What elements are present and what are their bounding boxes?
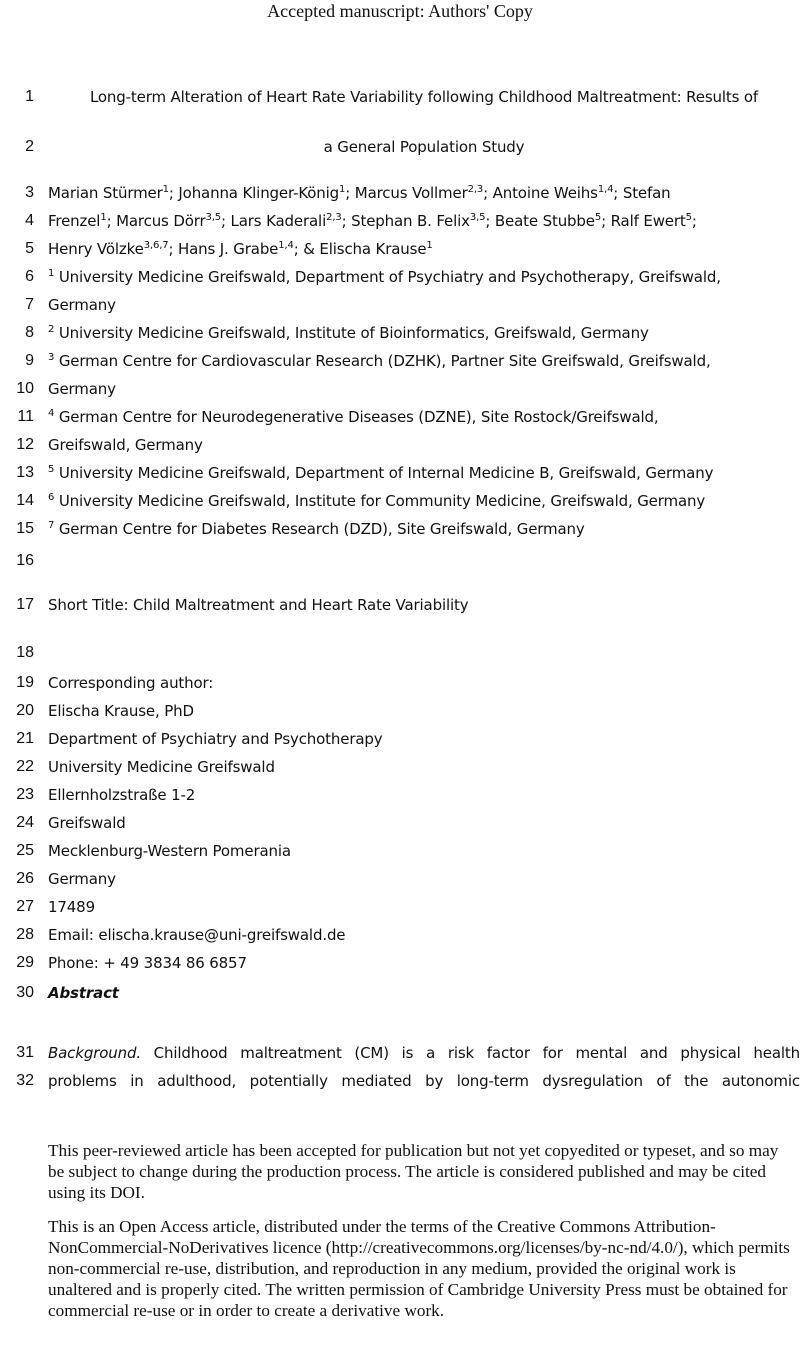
line-number: 12	[16, 436, 34, 453]
line-text	[48, 376, 800, 402]
line-number: 17	[16, 596, 34, 613]
manuscript-line	[0, 548, 800, 574]
text-run: Germany	[48, 380, 116, 398]
line-text	[48, 1068, 800, 1094]
line-text	[48, 1040, 800, 1066]
affiliation-superscript: 1,4	[597, 184, 614, 195]
text-run: ; & Elischa Krause	[293, 240, 427, 258]
line-number: 13	[16, 464, 34, 481]
line-number: 11	[17, 408, 34, 425]
line-number: 8	[25, 324, 34, 341]
line-text	[48, 84, 800, 110]
line-number: 30	[16, 984, 34, 1001]
text-run: University Medicine Greifswald, Department of Internal Medicine B, Greifswald, Germany	[54, 464, 714, 482]
text-run: Greifswald, Germany	[48, 436, 203, 454]
manuscript-line	[0, 810, 800, 836]
text-run: Ellernholzstraße 1-2	[48, 786, 196, 804]
text-run: ; Marcus Dörr	[106, 212, 206, 230]
manuscript-line	[0, 208, 800, 234]
text-run: University Medicine Greifswald, Institute of Bioinformatics, Greifswald, Germany	[54, 324, 649, 342]
text-run: Germany	[48, 296, 116, 314]
line-number: 31	[16, 1044, 34, 1061]
text-run: University Medicine Greifswald	[48, 758, 275, 776]
manuscript-line	[0, 754, 800, 780]
line-text	[48, 670, 800, 696]
affiliation-superscript: 3,5	[469, 212, 486, 223]
line-number: 24	[16, 814, 34, 831]
text-run: ; Stefan	[613, 184, 671, 202]
text-run: Marian Stürmer	[48, 184, 163, 202]
affiliation-superscript: 3,5	[205, 212, 222, 223]
manuscript-line	[0, 640, 800, 666]
text-run: a General Population Study	[323, 138, 525, 156]
line-number: 7	[25, 296, 34, 313]
text-run: Phone: + 49 3834 86 6857	[48, 954, 247, 972]
manuscript-line	[0, 894, 800, 920]
text-run: ; Beate Stubbe	[485, 212, 595, 230]
text-run: Mecklenburg-Western Pomerania	[48, 842, 291, 860]
line-text	[48, 950, 800, 976]
line-text	[48, 460, 800, 486]
text-run: University Medicine Greifswald, Institute for Community Medicine, Greifswald, Germany	[54, 492, 706, 510]
text-run: ; Marcus Vollmer	[345, 184, 468, 202]
line-text	[48, 866, 800, 892]
line-text	[48, 516, 800, 542]
manuscript-line	[0, 84, 800, 110]
affiliation-superscript: 3	[48, 352, 55, 363]
affiliation-superscript: 2	[48, 324, 55, 335]
text-run: Short Title: Child Maltreatment and Heart Rate Variability	[48, 596, 469, 614]
line-number: 23	[16, 786, 34, 803]
text-run: German Centre for Neurodegenerative Diseases (DZNE), Site Rostock/Greifswald,	[54, 408, 659, 426]
affiliation-superscript: 2,3	[326, 212, 342, 223]
line-number: 2	[25, 138, 34, 155]
line-number: 26	[16, 870, 34, 887]
line-number: 9	[25, 352, 34, 369]
line-number: 32	[16, 1072, 34, 1089]
text-run: German Centre for Diabetes Research (DZD), Site Greifswald, Germany	[54, 520, 585, 538]
text-run: Email: elischa.krause@uni-greifswald.de	[48, 926, 346, 944]
line-text	[48, 838, 800, 864]
line-number: 4	[25, 212, 34, 229]
line-number: 21	[16, 730, 34, 747]
line-text	[48, 208, 800, 234]
manuscript-line	[0, 236, 800, 262]
text-run: Greifswald	[48, 814, 126, 832]
manuscript-line	[0, 950, 800, 976]
text-run: University Medicine Greifswald, Department of Psychiatry and Psychotherapy, Greifswald,	[54, 268, 721, 286]
line-number: 29	[16, 954, 34, 971]
text-run: Elischa Krause, PhD	[48, 702, 194, 720]
affiliation-superscript: 2,3	[467, 184, 484, 195]
text-run: Henry Völzke	[48, 240, 144, 258]
page-header: Accepted manuscript: Authors' Copy	[267, 1, 533, 21]
line-text	[48, 782, 800, 808]
text-run: 17489	[48, 898, 95, 916]
line-number: 6	[25, 268, 34, 285]
line-text	[48, 922, 800, 948]
manuscript-line	[0, 292, 800, 318]
line-text	[48, 592, 800, 618]
line-text	[48, 980, 800, 1006]
line-number: 5	[25, 240, 34, 257]
manuscript-line	[0, 866, 800, 892]
text-run: ; Ralf Ewert	[601, 212, 686, 230]
line-number: 20	[16, 702, 34, 719]
manuscript-line	[0, 488, 800, 514]
manuscript-line	[0, 516, 800, 542]
manuscript-line	[0, 726, 800, 752]
text-run: Corresponding author:	[48, 674, 214, 692]
line-number: 10	[16, 380, 34, 397]
text-run: ; Lars Kaderali	[221, 212, 327, 230]
line-number: 16	[16, 552, 34, 569]
affiliation-superscript: 7	[48, 520, 55, 531]
affiliation-superscript: 5	[48, 464, 55, 475]
line-text	[48, 348, 800, 374]
line-text	[48, 754, 800, 780]
paragraph-lead: Background.	[48, 1044, 141, 1062]
manuscript-line	[0, 460, 800, 486]
line-number: 19	[16, 674, 34, 691]
manuscript-line	[0, 980, 800, 1006]
manuscript-line	[0, 376, 800, 402]
affiliation-superscript: 5	[594, 212, 602, 223]
text-run: ; Johanna Klinger-König	[168, 184, 340, 202]
manuscript-line	[0, 264, 800, 290]
manuscript-line	[0, 320, 800, 346]
line-number: 14	[16, 492, 34, 509]
line-number: 3	[25, 184, 34, 201]
affiliation-superscript: 4	[48, 408, 55, 419]
affiliation-superscript: 6	[48, 492, 55, 503]
affiliation-superscript: 5	[685, 212, 692, 223]
line-text	[48, 432, 800, 458]
line-text	[48, 134, 800, 160]
manuscript-line	[0, 592, 800, 618]
affiliation-superscript: 1	[162, 184, 169, 195]
line-text	[48, 180, 800, 206]
text-run: Long-term Alteration of Heart Rate Variability following Childhood Maltreatment: Results of	[89, 88, 759, 106]
line-text	[48, 810, 800, 836]
line-number: 18	[16, 644, 34, 661]
text-run: ; Hans J. Grabe	[168, 240, 279, 258]
affiliation-superscript: 1	[339, 184, 346, 195]
manuscript-line	[0, 838, 800, 864]
manuscript-line	[0, 1040, 800, 1066]
publication-notice: This peer-reviewed article has been accepted for publication but not yet copyedited or typeset, and so may be subject to change during the production process. The article is considered published and may be cited using its DOI.	[48, 1141, 779, 1202]
text-run: ; Antoine Weihs	[483, 184, 598, 202]
manuscript-line	[0, 348, 800, 374]
affiliation-superscript: 1,4	[278, 240, 294, 251]
line-text	[48, 292, 800, 318]
affiliation-superscript: 3,6,7	[143, 240, 169, 251]
manuscript-line	[0, 404, 800, 430]
affiliation-superscript: 1	[48, 268, 55, 279]
line-number: 25	[16, 842, 34, 859]
text-run: ;	[691, 212, 697, 230]
manuscript-line	[0, 180, 800, 206]
affiliation-superscript: 1	[426, 240, 433, 251]
manuscript-line	[0, 782, 800, 808]
line-number: 1	[25, 88, 34, 105]
manuscript-line	[0, 670, 800, 696]
manuscript-line	[0, 1068, 800, 1094]
text-run: ; Stephan B. Felix	[341, 212, 470, 230]
text-run: Frenzel	[48, 212, 101, 230]
line-text	[48, 698, 800, 724]
line-text	[48, 726, 800, 752]
section-heading: Abstract	[48, 984, 119, 1002]
line-text	[48, 264, 800, 290]
line-text	[48, 320, 800, 346]
text-run: Childhood maltreatment (CM) is a risk factor for mental and physical health	[140, 1044, 800, 1062]
line-number: 28	[16, 926, 34, 943]
line-number: 27	[16, 898, 34, 915]
text-run: Department of Psychiatry and Psychotherapy	[48, 730, 383, 748]
manuscript-line	[0, 698, 800, 724]
line-text	[48, 404, 800, 430]
manuscript-line	[0, 432, 800, 458]
line-number: 22	[16, 758, 34, 775]
line-text	[48, 894, 800, 920]
line-number: 15	[16, 520, 34, 537]
manuscript-line	[0, 922, 800, 948]
text-run: problems in adulthood, potentially mediated by long-term dysregulation of the autonomic	[48, 1072, 800, 1090]
line-text	[48, 236, 800, 262]
line-text	[48, 488, 800, 514]
manuscript-line	[0, 134, 800, 160]
text-run: German Centre for Cardiovascular Research (DZHK), Partner Site Greifswald, Greifswald,	[54, 352, 711, 370]
license-notice: This is an Open Access article, distributed under the terms of the Creative Commons Attribution-NonCommercial-NoDerivatives licence (http://creativecommons.org/licenses/by-nc-nd/4.0/), which permits non-commercial re-use, distribution, and reproduction in any medium, provided the original work is unaltered and is properly cited. The written permission of Cambridge University Press must be obtained for commercial re-use or in order to create a derivative work.	[48, 1217, 790, 1320]
text-run: Germany	[48, 870, 116, 888]
affiliation-superscript: 1	[100, 212, 107, 223]
